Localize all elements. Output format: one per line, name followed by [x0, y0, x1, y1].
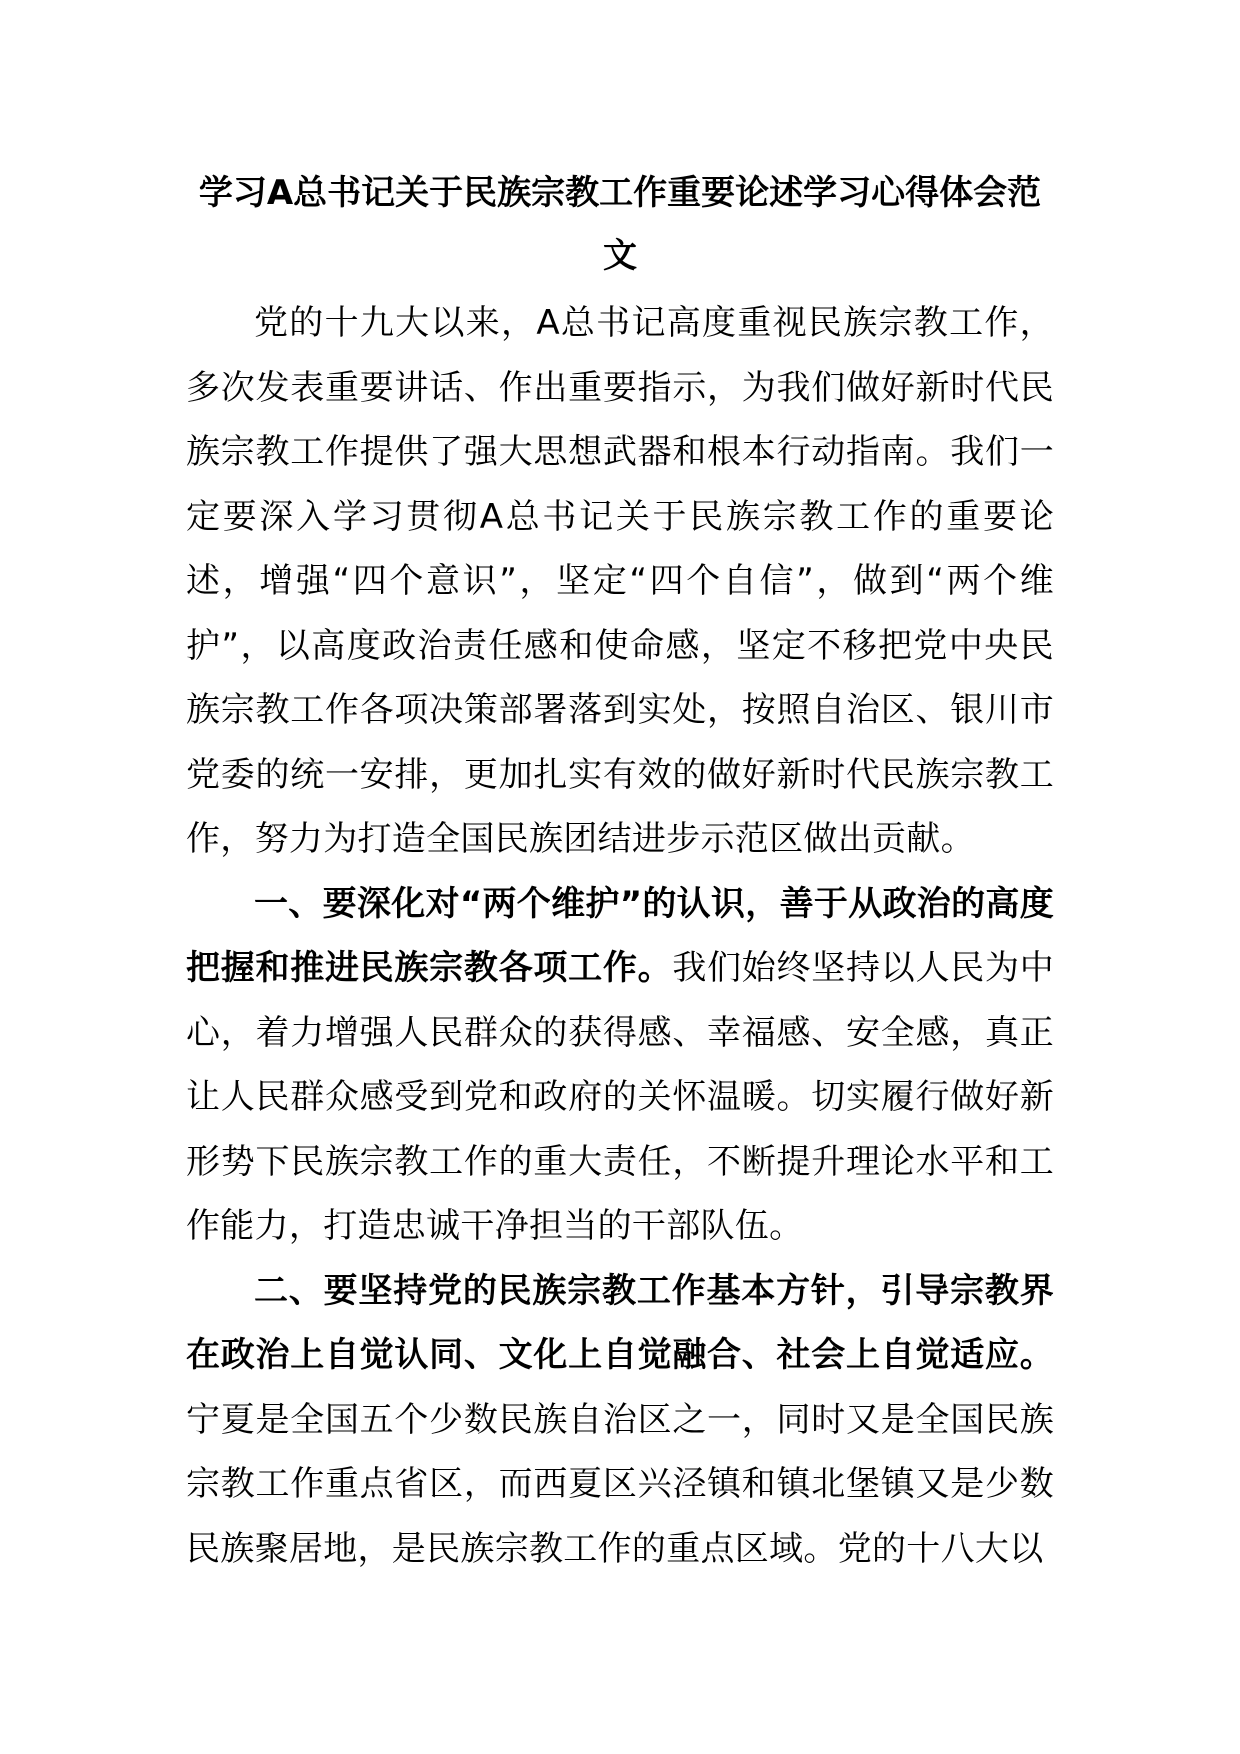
section-one-heading: 一、要深化对“两个维护”的认识，善于从政治的高度把握和推进民族宗教各项工作。	[186, 883, 1054, 988]
section-two-paragraph	[186, 1259, 1054, 1582]
section-two-text: 宁夏是全国五个少数民族自治区之一，同时又是全国民族宗教工作重点省区，而西夏区兴泾镇和镇北堡镇又是少数民族聚居地，是民族宗教工作的重点区域。党的十八大以	[186, 1399, 1054, 1569]
document-title: 学习A总书记关于民族宗教工作重要论述学习心得体会范文	[198, 173, 1042, 276]
section-two-heading: 二、要坚持党的民族宗教工作基本方针，引导宗教界在政治上自觉认同、文化上自觉融合、社会上自觉适应。	[186, 1270, 1054, 1375]
intro-paragraph: 党的十九大以来，A总书记高度重视民族宗教工作，多次发表重要讲话、作出重要指示，为我们做好新时代民族宗教工作提供了强大思想武器和根本行动指南。我们一定要深入学习贯彻A总书记关于民族宗教工作的重要论述，增强“四个意识”，坚定“四个自信”，做到“两个维护”，以高度政治责任感和使命感，坚定不移把党中央民族宗教工作各项决策部署落到实处，按照自治区、银川市党委的统一安排，更加扎实有效的做好新时代民族宗教工作，努力为打造全国民族团结进步示范区做出贡献。	[186, 303, 1054, 859]
section-one-paragraph	[186, 872, 1054, 1259]
section-one-text: 我们始终坚持以人民为中心，着力增强人民群众的获得感、幸福感、安全感，真正让人民群众感受到党和政府的关怀温暖。切实履行做好新形势下民族宗教工作的重大责任，不断提升理论水平和工作能力，打造忠诚干净担当的干部队伍。	[186, 948, 1054, 1246]
document-body	[186, 291, 1054, 1581]
